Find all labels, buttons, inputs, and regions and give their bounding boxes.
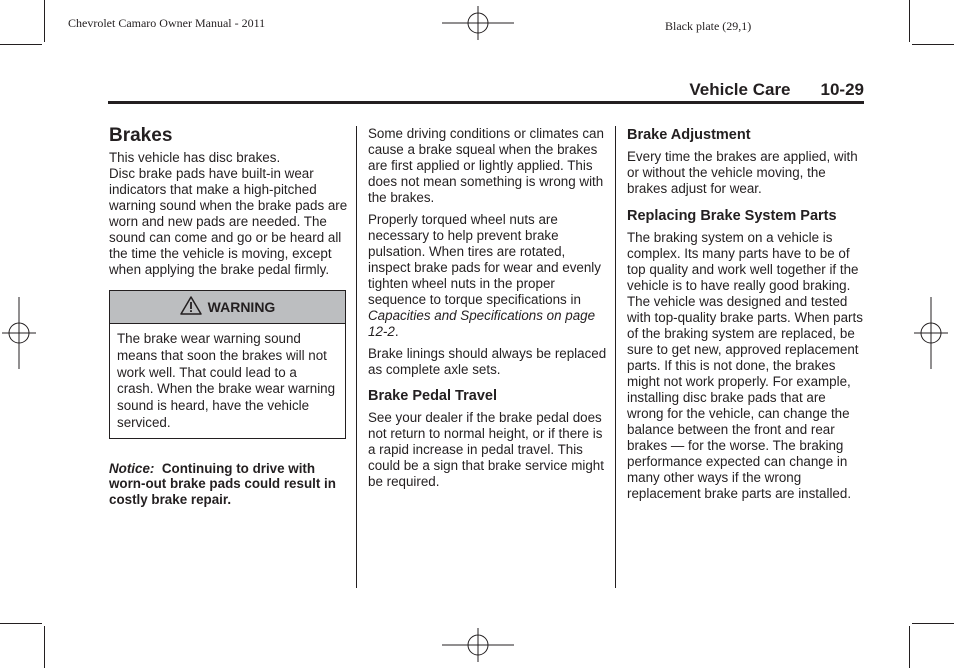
column-3 xyxy=(627,126,863,508)
linings-paragraph: Brake linings should always be replaced as complete axle sets. xyxy=(368,346,607,377)
crop-mark xyxy=(44,0,45,42)
registration-mark-bottom xyxy=(442,628,514,662)
column-1 xyxy=(109,126,349,507)
squeal-paragraph: Some driving conditions or climates can cause a brake squeal when the brakes are first applied or lightly applied. This does not mean something is wrong with the brakes. xyxy=(368,126,604,205)
notice-label: Notice: xyxy=(109,460,155,476)
crop-mark xyxy=(0,623,42,624)
brakes-intro-1: This vehicle has disc brakes. xyxy=(109,150,281,165)
wheel-nuts-paragraph xyxy=(368,212,608,340)
warning-label: WARNING xyxy=(207,299,276,315)
pedal-travel-heading: Brake Pedal Travel xyxy=(368,388,497,404)
section-header xyxy=(689,80,864,100)
warning-text: The brake wear warning sound means that soon the brakes will not work well. That could lead to a crash. When the brake wear warning sound is heard, have the vehicle serviced. xyxy=(117,331,336,430)
registration-mark-top xyxy=(442,6,514,40)
warning-header xyxy=(110,291,345,324)
wheel-nuts-text: Properly torqued wheel nuts are necessary to help prevent brake pulsation. When tires are rotated, inspect brake pads for wear and evenly tighten wheel nuts in the proper sequence to torque specifications in xyxy=(368,212,601,307)
column-2 xyxy=(368,126,608,496)
header-rule xyxy=(108,101,864,104)
pedal-travel-text: See your dealer if the brake pedal does not return to normal height, or if there is a rapid increase in pedal travel. This could be a sign that brake service might be required. xyxy=(368,410,604,489)
crop-mark xyxy=(909,0,910,42)
warning-triangle-icon xyxy=(180,296,208,318)
notice-text: Continuing to drive with worn-out brake pads could result in costly brake repair. xyxy=(109,460,336,507)
brakes-intro-2: Disc brake pads have built-in wear indicators that make a high-pitched warning sound when the brake pads are worn and new pads are needed. The sound can come and go or be heard all the time the vehicle is moving, except when applying the brake pedal firmly. xyxy=(109,166,348,277)
brakes-title: Brakes xyxy=(109,125,173,146)
warning-box xyxy=(109,290,346,439)
plate-label: Black plate (29,1) xyxy=(665,19,752,33)
wheel-nuts-end: . xyxy=(394,324,399,339)
capacities-reference-link[interactable]: Capacities and Specifications on page 12-2 xyxy=(368,308,596,339)
replacing-parts-heading: Replacing Brake System Parts xyxy=(627,208,837,224)
brake-adjustment-heading: Brake Adjustment xyxy=(627,127,751,143)
section-name: Vehicle Care xyxy=(689,80,791,99)
brake-adjustment-text: Every time the brakes are applied, with or without the vehicle moving, the brakes adjust for wear. xyxy=(627,149,858,196)
replacing-parts-text: The braking system on a vehicle is complex. Its many parts have to be of top quality and work well together if the vehicle is to have really good braking. The vehicle was designed and tested with top-quality brake parts. When parts of the braking system are replaced, be sure to get new, approved replacement parts. If this is not done, the brakes might not work properly. For example, installing disc brake pads that are wrong for the vehicle, can change the balance between the front and rear brakes — for the worse. The braking performance expected can change in many other ways if the wrong replacement brake parts are installed. xyxy=(627,230,863,501)
crop-mark xyxy=(44,626,45,668)
registration-mark-right xyxy=(914,297,948,369)
crop-mark xyxy=(912,623,954,624)
crop-mark xyxy=(912,44,954,45)
page-number: 10-29 xyxy=(820,80,864,99)
notice xyxy=(109,461,349,508)
crop-mark xyxy=(909,626,910,668)
manual-title: Chevrolet Camaro Owner Manual - 2011 xyxy=(68,16,266,30)
column-divider xyxy=(615,126,616,588)
crop-mark xyxy=(0,44,42,45)
registration-mark-left xyxy=(2,297,36,369)
column-divider xyxy=(356,126,357,588)
